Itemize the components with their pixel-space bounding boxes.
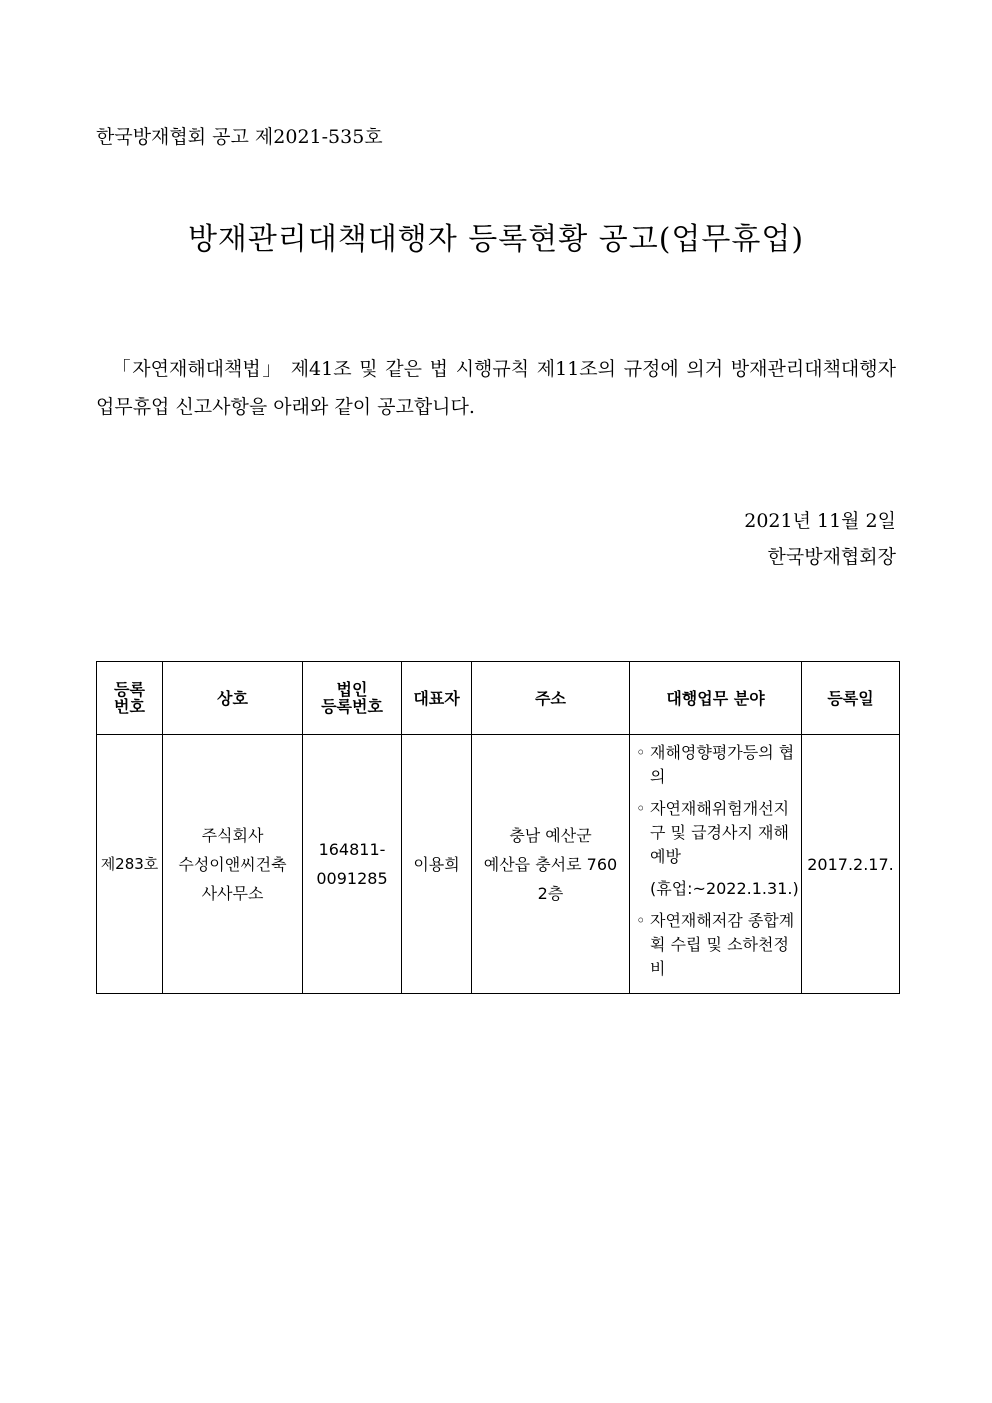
header-representative: 대표자 <box>402 662 472 735</box>
header-reg-no <box>97 662 163 735</box>
notice-date: 2021년 11월 2일 <box>744 510 896 532</box>
cell-field <box>630 735 802 994</box>
bullet-icon: ◦ <box>636 799 646 818</box>
address-line1: 충남 예산군 <box>509 825 592 845</box>
cell-address <box>472 735 630 994</box>
company-line2: 수성이앤씨건축 <box>178 854 287 874</box>
header-company: 상호 <box>163 662 303 735</box>
header-field: 대행업무 분야 <box>630 662 802 735</box>
page-title: 방재관리대책대행자 등록현황 공고(업무휴업) <box>187 222 805 257</box>
header-address: 주소 <box>472 662 630 735</box>
field-item <box>636 741 801 789</box>
cell-representative: 이용희 <box>402 735 472 994</box>
header-reg-no-line2: 번호 <box>114 697 145 716</box>
cell-corp-no <box>303 735 402 994</box>
field-list <box>630 739 801 981</box>
company-line1: 주식회사 <box>201 825 264 845</box>
cell-company <box>163 735 303 994</box>
body-text: 「자연재해대책법」 제41조 및 같은 법 시행규칙 제11조의 규정에 의거 방재관리대책대행자 업무휴업 신고사항을 아래와 같이 공고합니다. <box>96 358 896 418</box>
field-item <box>636 909 801 981</box>
corp-no-line2: 0091285 <box>316 869 388 888</box>
address-line3: 2층 <box>537 883 564 903</box>
cell-reg-no: 제283호 <box>97 735 163 994</box>
body-paragraph <box>96 350 896 426</box>
table-row <box>97 735 900 994</box>
notice-number: 한국방재협회 공고 제2021-535호 <box>96 126 383 148</box>
table-header-row <box>97 662 900 735</box>
suspension-note: (휴업:~2022.1.31.) <box>650 879 799 898</box>
header-corp-no-line1: 법인 <box>336 680 368 699</box>
bullet-icon: ◦ <box>636 911 646 930</box>
field-item-text: 재해영향평가등의 협의 <box>650 743 795 786</box>
company-line3: 사사무소 <box>201 883 264 903</box>
header-corp-no <box>303 662 402 735</box>
header-reg-date: 등록일 <box>802 662 900 735</box>
field-item-text: 자연재해저감 종합계획 수립 및 소하천정비 <box>650 911 795 978</box>
cell-reg-date: 2017.2.17. <box>802 735 900 994</box>
registration-table <box>96 661 900 994</box>
signer-name: 한국방재협회장 <box>767 546 896 568</box>
field-item <box>636 797 801 869</box>
bullet-icon: ◦ <box>636 743 646 762</box>
header-reg-no-line1: 등록 <box>114 680 145 699</box>
field-item-text: 자연재해위험개선지구 및 급경사지 재해예방 <box>650 799 790 866</box>
address-line2: 예산읍 충서로 760 <box>483 854 618 874</box>
header-corp-no-line2: 등록번호 <box>321 697 383 716</box>
corp-no-line1: 164811- <box>318 840 386 859</box>
